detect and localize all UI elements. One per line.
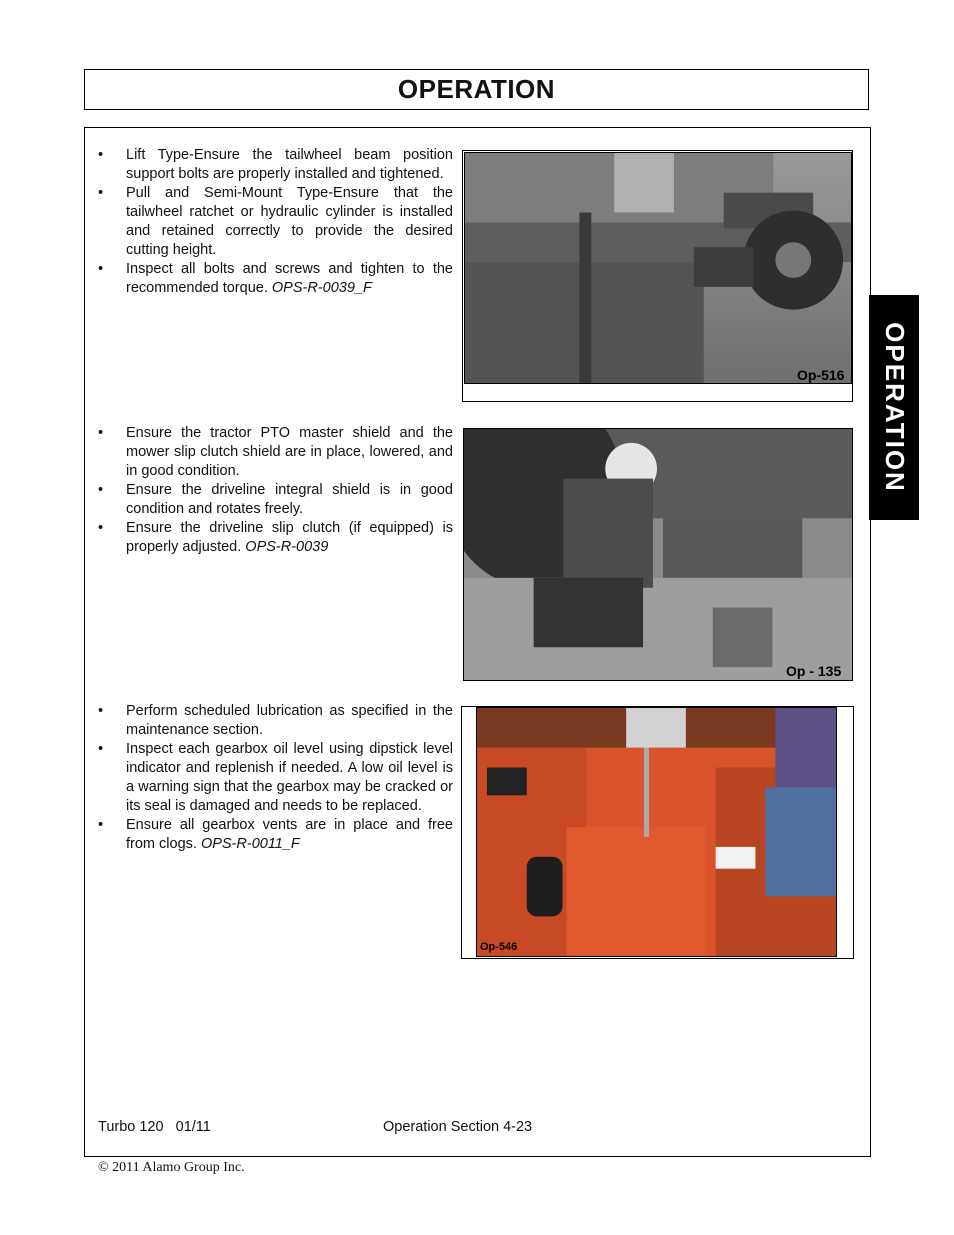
list-item: • Ensure the driveline slip clutch (if equipped) is properly adjusted. OPS-R-0039 xyxy=(98,519,453,557)
photo-driveline-inspection xyxy=(463,428,853,681)
page-header xyxy=(84,69,869,110)
footer-copyright: © 2011 Alamo Group Inc. xyxy=(98,1160,245,1175)
list-item: • Ensure the driveline integral shield is in good condition and rotates freely. xyxy=(98,481,453,519)
photo-tailwheel-adjustment xyxy=(464,152,852,384)
photo-caption-op-546: Op-546 xyxy=(480,941,518,953)
list-item: • Lift Type-Ensure the tailwheel beam position support bolts are properly installed and tightened. xyxy=(98,146,453,184)
footer-model-date: Turbo 120 01/11 xyxy=(98,1119,211,1135)
section-side-tab xyxy=(869,295,919,520)
footer-page-number: Operation Section 4-23 xyxy=(383,1119,533,1135)
list-item: • Ensure all gearbox vents are in place and free from clogs. OPS-R-0011_F xyxy=(98,816,453,854)
list-item: • Inspect each gearbox oil level using dipstick level indicator and replenish if needed. A low oil level is a warning sign that the gearbox may be cracked or its seal is damaged and needs to be replaced. xyxy=(98,740,453,816)
photo-caption-op-135: Op - 135 xyxy=(786,663,842,679)
list-item: • Ensure the tractor PTO master shield and the mower slip clutch shield are in place, lowered, and in good condition. xyxy=(98,424,453,481)
photo-gearbox-oil-check xyxy=(476,707,837,957)
page-title: OPERATION xyxy=(397,74,556,104)
bullet-list-driveline xyxy=(98,424,453,557)
list-item: • Pull and Semi-Mount Type-Ensure that the tailwheel ratchet or hydraulic cylinder is installed and retained correctly to provide the desired cutting height. xyxy=(98,184,453,260)
list-item: • Perform scheduled lubrication as specified in the maintenance section. xyxy=(98,702,453,740)
bullet-list-tailwheel xyxy=(98,146,453,298)
bullet-list-gearbox xyxy=(98,702,453,854)
side-tab-label: OPERATION xyxy=(879,322,910,493)
photo-caption-op-516: Op-516 xyxy=(797,367,845,383)
list-item: • Inspect all bolts and screws and tighten to the recommended torque. OPS-R-0039_F xyxy=(98,260,453,298)
